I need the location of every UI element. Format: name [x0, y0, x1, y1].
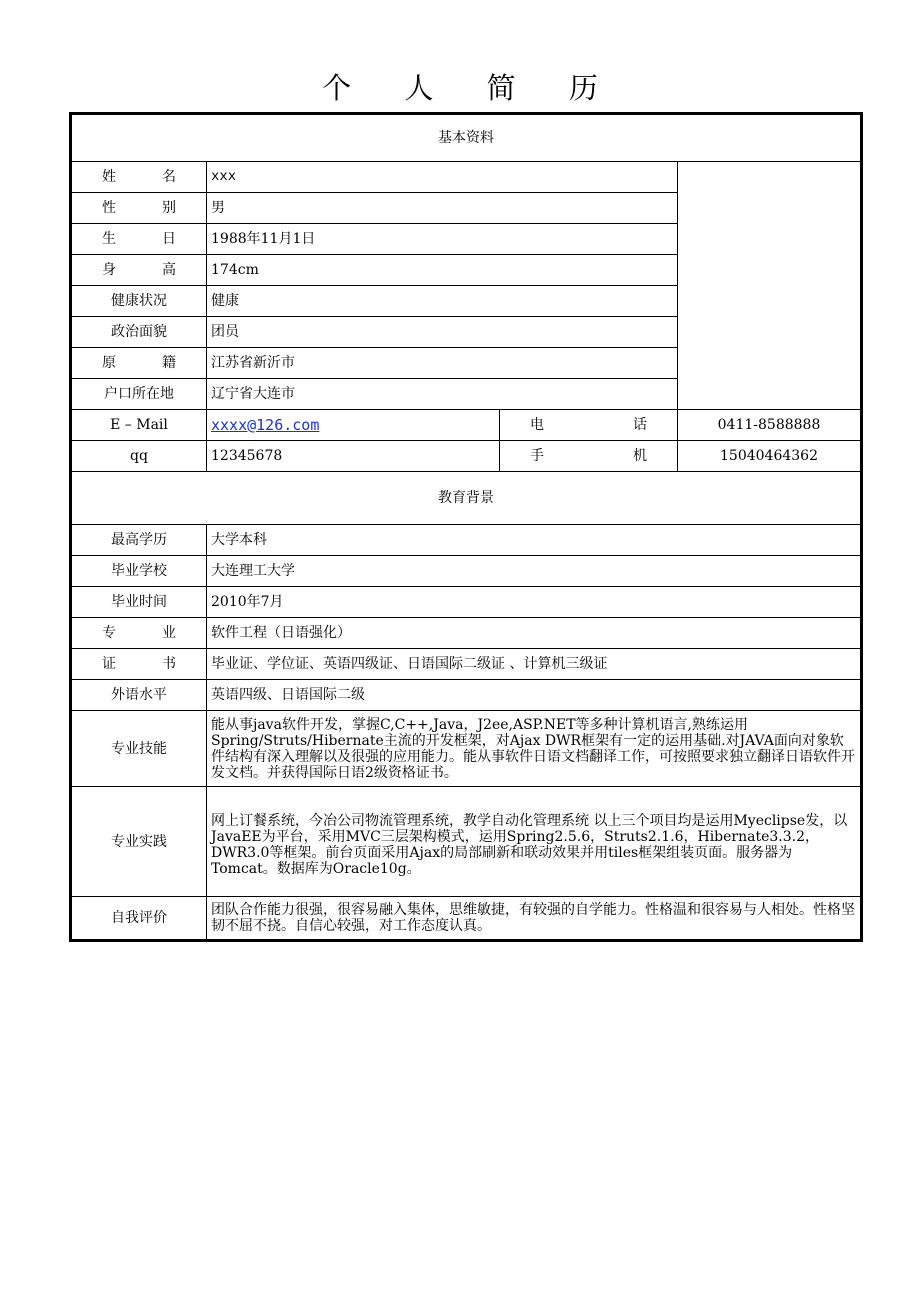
height-label: 身 高	[71, 255, 207, 286]
section-education: 教育背景	[71, 472, 862, 525]
mobile-value: 15040464362	[678, 441, 862, 472]
name-value: xxx	[207, 162, 678, 193]
major-label: 专 业	[71, 618, 207, 649]
language-value: 英语四级、日语国际二级	[207, 680, 862, 711]
health-label: 健康状况	[71, 286, 207, 317]
gender-label: 性 别	[71, 193, 207, 224]
birthday-value: 1988年11月1日	[207, 224, 678, 255]
skills-label: 专业技能	[71, 711, 207, 787]
mobile-label: 手 机	[500, 441, 678, 472]
politics-value: 团员	[207, 317, 678, 348]
resume-table	[69, 112, 863, 942]
degree-label: 最高学历	[71, 525, 207, 556]
page-title: 个 人 简 历	[322, 71, 620, 105]
origin-label: 原 籍	[71, 348, 207, 379]
phone-label: 电 话	[500, 410, 678, 441]
phone-value: 0411-8588888	[678, 410, 862, 441]
practice-label: 专业实践	[71, 787, 207, 897]
self-eval-value: 团队合作能力很强，很容易融入集体，思维敏捷，有较强的自学能力。性格温和很容易与人相处。性格坚韧不屈不挠。自信心较强，对工作态度认真。	[207, 897, 862, 941]
section-basic-info: 基本资料	[71, 114, 862, 162]
major-value: 软件工程（日语强化）	[207, 618, 862, 649]
photo-box	[678, 162, 862, 410]
degree-value: 大学本科	[207, 525, 862, 556]
hukou-label: 户口所在地	[71, 379, 207, 410]
school-value: 大连理工大学	[207, 556, 862, 587]
qq-label: qq	[71, 441, 207, 472]
origin-value: 江苏省新沂市	[207, 348, 678, 379]
grad-time-value: 2010年7月	[207, 587, 862, 618]
qq-value: 12345678	[207, 441, 500, 472]
grad-time-label: 毕业时间	[71, 587, 207, 618]
health-value: 健康	[207, 286, 678, 317]
practice-value: 网上订餐系统，今冶公司物流管理系统，教学自动化管理系统 以上三个项目均是运用Myeclipse发，以JavaEE为平台，采用MVC三层架构模式，运用Spring2.5.6，Struts2.1.6，Hibernate3.3.2，DWR3.0等框架。前台页面采用Ajax的局部刷新和联动效果并用tiles框架组装页面。服务器为Tomcat。数据库为Oracle10g。	[207, 787, 862, 897]
email-value	[207, 410, 500, 441]
self-eval-label: 自我评价	[71, 897, 207, 941]
certs-value: 毕业证、学位证、英语四级证、日语国际二级证 、计算机三级证	[207, 649, 862, 680]
language-label: 外语水平	[71, 680, 207, 711]
birthday-label: 生 日	[71, 224, 207, 255]
name-label: 姓 名	[71, 162, 207, 193]
politics-label: 政治面貌	[71, 317, 207, 348]
certs-label: 证 书	[71, 649, 207, 680]
height-value: 174cm	[207, 255, 678, 286]
email-label: E – Mail	[71, 410, 207, 441]
hukou-value: 辽宁省大连市	[207, 379, 678, 410]
skills-value: 能从事java软件开发，掌握C,C++,Java，J2ee,ASP.NET等多种计算机语言,熟练运用Spring/Struts/Hibernate主流的开发框架，对Ajax DWR框架有一定的运用基础.对JAVA面向对象软件结构有深入理解以及很强的应用能力。能从事软件日语文档翻译工作，可按照要求独立翻译日语软件开发文档。并获得国际日语2级资格证书。	[207, 711, 862, 787]
school-label: 毕业学校	[71, 556, 207, 587]
email-link[interactable]: xxxx@126.com	[211, 415, 320, 434]
gender-value: 男	[207, 193, 678, 224]
